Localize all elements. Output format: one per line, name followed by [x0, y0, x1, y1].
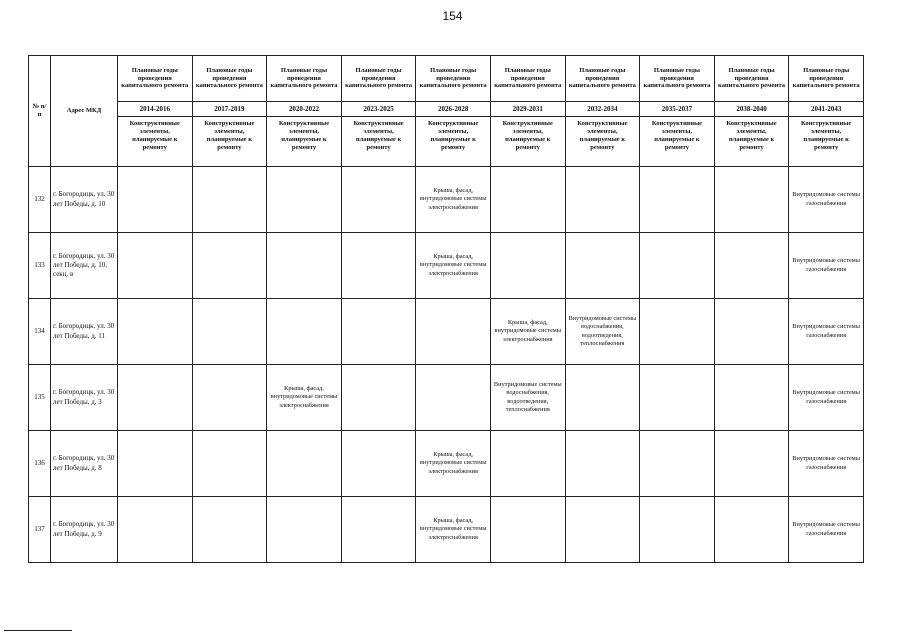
repair-cell: [192, 167, 267, 233]
repair-cell: Крыша, фасад, внутридомовые системы электроснабжения: [416, 497, 491, 563]
repair-cell: [118, 431, 193, 497]
table-row: [29, 167, 864, 233]
repair-cell: [192, 497, 267, 563]
repair-cell: [714, 365, 789, 431]
period-subheader: Конструктивные элементы, планируемые к ремонту: [118, 117, 193, 167]
repair-cell: [341, 233, 416, 299]
row-address: г. Богородицк, ул. 30 лет Победы, д. 10, секц. в: [51, 233, 118, 299]
repair-cell: [640, 167, 715, 233]
repair-cell: [416, 299, 491, 365]
repair-cell: Внутридомовые системы газоснабжения: [789, 431, 864, 497]
repair-cell: [118, 497, 193, 563]
period-title: Плановые годы проведения капитального ремонта: [267, 56, 342, 102]
row-number: 133: [29, 233, 51, 299]
repair-cell: Крыша, фасад, внутридомовые системы электроснабжения: [416, 167, 491, 233]
repair-cell: [267, 299, 342, 365]
repair-cell: [341, 365, 416, 431]
period-title: Плановые годы проведения капитального ремонта: [640, 56, 715, 102]
repair-cell: [192, 431, 267, 497]
repair-cell: Внутридомовые системы газоснабжения: [789, 233, 864, 299]
repair-cell: [565, 497, 640, 563]
period-years: 2029-2031: [490, 102, 565, 117]
repair-cell: Крыша, фасад, внутридомовые системы электроснабжения: [416, 233, 491, 299]
repair-cell: Внутридомовые системы газоснабжения: [789, 365, 864, 431]
row-address: г. Богородицк, ул. 30 лет Победы, д. 11: [51, 299, 118, 365]
repair-cell: [192, 233, 267, 299]
period-subheader: Конструктивные элементы, планируемые к ремонту: [789, 117, 864, 167]
repair-cell: Внутридомовые системы водоснабжения, водоотведения, теплоснабжения: [490, 365, 565, 431]
repair-cell: [267, 497, 342, 563]
period-years: 2032-2034: [565, 102, 640, 117]
period-subheader: Конструктивные элементы, планируемые к ремонту: [416, 117, 491, 167]
table-row: [29, 299, 864, 365]
row-number: 132: [29, 167, 51, 233]
repair-cell: [267, 233, 342, 299]
table-row: [29, 431, 864, 497]
repair-cell: [267, 431, 342, 497]
repair-cell: Крыша, фасад, внутридомовые системы электроснабжения: [416, 431, 491, 497]
period-subheader: Конструктивные элементы, планируемые к ремонту: [341, 117, 416, 167]
row-address: г. Богородицк, ул. 30 лет Победы, д. 10: [51, 167, 118, 233]
period-subheader: Конструктивные элементы, планируемые к ремонту: [714, 117, 789, 167]
period-title: Плановые годы проведения капитального ремонта: [192, 56, 267, 102]
header-row-subtitles: [29, 117, 864, 167]
repair-cell: [640, 431, 715, 497]
period-subheader: Конструктивные элементы, планируемые к ремонту: [490, 117, 565, 167]
period-subheader: Конструктивные элементы, планируемые к ремонту: [640, 117, 715, 167]
repair-cell: [714, 299, 789, 365]
row-address: г. Богородицк, ул. 30 лет Победы, д. 8: [51, 431, 118, 497]
period-title: Плановые годы проведения капитального ремонта: [789, 56, 864, 102]
repair-cell: [341, 431, 416, 497]
footnote-separator-line: [4, 630, 72, 631]
period-years: 2035-2037: [640, 102, 715, 117]
period-title: Плановые годы проведения капитального ремонта: [565, 56, 640, 102]
row-number: 136: [29, 431, 51, 497]
repair-cell: [267, 167, 342, 233]
repair-cell: [565, 431, 640, 497]
repair-cell: [640, 365, 715, 431]
repair-cell: [714, 497, 789, 563]
period-subheader: Конструктивные элементы, планируемые к ремонту: [565, 117, 640, 167]
repair-cell: [490, 233, 565, 299]
repair-cell: Крыша, фасад, внутридомовые системы электроснабжения: [267, 365, 342, 431]
period-years: 2017-2019: [192, 102, 267, 117]
header-row-titles: [29, 56, 864, 102]
period-years: 2026-2028: [416, 102, 491, 117]
repair-cell: [565, 233, 640, 299]
row-address: г. Богородицк, ул. 30 лет Победы, д. 3: [51, 365, 118, 431]
repair-cell: [640, 497, 715, 563]
repair-cell: [640, 299, 715, 365]
header-row-years: [29, 102, 864, 117]
repair-cell: [118, 167, 193, 233]
period-years: 2020-2022: [267, 102, 342, 117]
repair-cell: Внутридомовые системы газоснабжения: [789, 299, 864, 365]
repair-cell: [341, 299, 416, 365]
repair-cell: [490, 431, 565, 497]
period-title: Плановые годы проведения капитального ремонта: [416, 56, 491, 102]
period-title: Плановые годы проведения капитального ремонта: [714, 56, 789, 102]
period-subheader: Конструктивные элементы, планируемые к ремонту: [192, 117, 267, 167]
table-row: [29, 233, 864, 299]
repair-cell: Внутридомовые системы водоснабжения, водоотведения, теплоснабжения: [565, 299, 640, 365]
row-number: 135: [29, 365, 51, 431]
repair-cell: [714, 167, 789, 233]
capital-repair-table: [28, 55, 864, 563]
repair-cell: [565, 167, 640, 233]
repair-cell: [640, 233, 715, 299]
repair-cell: [490, 167, 565, 233]
row-number: 137: [29, 497, 51, 563]
repair-cell: Внутридомовые системы газоснабжения: [789, 167, 864, 233]
repair-cell: [192, 365, 267, 431]
table-row: [29, 365, 864, 431]
repair-cell: [118, 299, 193, 365]
repair-cell: [341, 167, 416, 233]
period-title: Плановые годы проведения капитального ремонта: [341, 56, 416, 102]
repair-cell: [714, 431, 789, 497]
repair-cell: [341, 497, 416, 563]
period-years: 2038-2040: [714, 102, 789, 117]
row-address: г. Богородицк, ул. 30 лет Победы, д. 9: [51, 497, 118, 563]
period-years: 2014-2016: [118, 102, 193, 117]
address-column-header: Адрес МКД: [51, 56, 118, 167]
table-row: [29, 497, 864, 563]
period-years: 2041-2043: [789, 102, 864, 117]
repair-cell: Внутридомовые системы газоснабжения: [789, 497, 864, 563]
num-column-header: № п/п: [29, 56, 51, 167]
period-subheader: Конструктивные элементы, планируемые к ремонту: [267, 117, 342, 167]
repair-cell: Крыша, фасад, внутридомовые системы электроснабжения: [490, 299, 565, 365]
repair-cell: [565, 365, 640, 431]
period-title: Плановые годы проведения капитального ремонта: [118, 56, 193, 102]
repair-cell: [416, 365, 491, 431]
page-number: 154: [442, 9, 463, 23]
period-years: 2023-2025: [341, 102, 416, 117]
repair-cell: [118, 233, 193, 299]
repair-cell: [192, 299, 267, 365]
row-number: 134: [29, 299, 51, 365]
period-title: Плановые годы проведения капитального ремонта: [490, 56, 565, 102]
repair-cell: [714, 233, 789, 299]
repair-cell: [118, 365, 193, 431]
repair-cell: [490, 497, 565, 563]
